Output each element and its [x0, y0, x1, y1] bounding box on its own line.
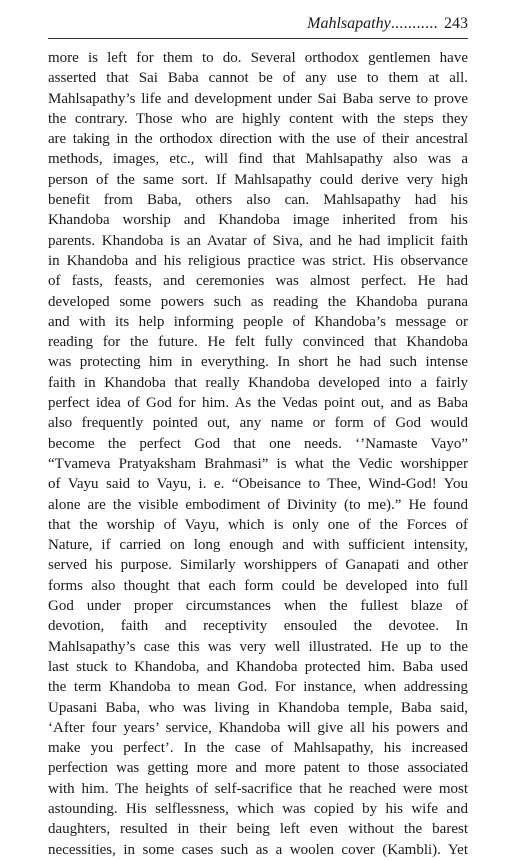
text-line: “Tvameva Pratyaksham Brahmasi” is what the Vedic worshipper [48, 455, 468, 472]
running-header [48, 14, 468, 34]
text-line: God under proper circumstances when the fullest blaze of [48, 598, 468, 615]
text-line: alone are the visible embodiment of Divinity (to me).” He found [48, 496, 468, 513]
text-line: of Vayu said to Vayu, i. e. “Obeisance to Thee, Wind-God! You [48, 476, 468, 493]
text-line: reading for the future. He felt fully convinced that Khandoba [48, 334, 468, 351]
text-line: ‘After four years’ service, Khandoba will give all his powers and [48, 719, 468, 736]
text-line: Mahlsapathy’s life and development under Sai Baba serve to prove [48, 90, 468, 107]
text-line: forms also thought that each form could be developed into full [48, 577, 468, 594]
text-line: are taking in the orthodox direction with the use of their ancestral [48, 131, 468, 148]
text-line: also frequently pointed out, any name or form of God would [48, 415, 468, 432]
text-line: perfect idea of God for him. As the Vedas point out, and as Baba [48, 395, 468, 412]
text-line: developed some powers such as reading the Khandoba purana [48, 293, 468, 310]
page-number: 243 [444, 15, 468, 32]
text-line: necessities, in some cases such as a woolen cover (Kambli). Yet [48, 841, 468, 858]
text-line: Upasani Baba, who was living in Khandoba temple, Baba said, [48, 699, 468, 716]
text-line: astounding. His selflessness, which was copied by his wife and [48, 800, 468, 817]
header-rule [48, 38, 468, 39]
text-line: Khandoba worship and Khandoba image inherited from his [48, 212, 468, 229]
text-line: with him. The heights of self-sacrifice that he reached were most [48, 780, 468, 797]
running-header-leader: ........... [390, 15, 438, 32]
body-text [48, 48, 468, 860]
text-line: and with its help informing people of Khandoba’s message or [48, 313, 468, 330]
text-line: faith in Khandoba that really Khandoba developed into a fairly [48, 374, 468, 391]
text-line: become the perfect God that one needs. ‘’Namaste Vayo” [48, 435, 468, 452]
text-line: methods, images, etc., will find that Mahlsapathy also was a [48, 151, 468, 168]
text-line: asserted that Sai Baba cannot be of any use to them at all. [48, 70, 468, 87]
text-line: that the worship of Vayu, which is only one of the Forces of [48, 516, 468, 533]
text-line: parents. Khandoba is an Avatar of Siva, and he had implicit faith [48, 232, 468, 249]
text-line: daughters, resulted in their being left even without the barest [48, 821, 468, 838]
text-line: devotion, faith and receptivity ensouled the devotee. In [48, 618, 468, 635]
text-line: last stuck to Khandoba, and Khandoba protected him. Baba used [48, 658, 468, 675]
text-line: Mahlsapathy’s case this was very well illustrated. He up to the [48, 638, 468, 655]
text-line: in Khandoba and his religious practice was strict. His observance [48, 252, 468, 269]
text-line: the contrary. Those who are highly content with the steps they [48, 110, 468, 127]
text-line: Nature, if carried on long enough and with sufficient intensity, [48, 537, 468, 554]
text-line: benefit from Baba, others also can. Mahlsapathy had his [48, 192, 468, 209]
text-line: person of the same sort. If Mahlsapathy could derive very high [48, 171, 468, 188]
text-line: more is left for them to do. Several orthodox gentlemen have [48, 50, 468, 66]
text-line: was protecting him in everything. In short he had such intense [48, 354, 468, 371]
running-header-title: Mahlsapathy [307, 15, 391, 32]
text-line: make you perfect’. In the case of Mahlsapathy, his increased [48, 740, 468, 757]
text-line: the term Khandoba to mean God. For instance, when addressing [48, 679, 468, 696]
text-line: perfection was getting more and more patent to those associated [48, 760, 468, 777]
text-line: of fasts, feasts, and ceremonies was almost perfect. He had [48, 273, 468, 290]
text-line: served his purpose. Similarly worshippers of Ganapati and other [48, 557, 468, 574]
